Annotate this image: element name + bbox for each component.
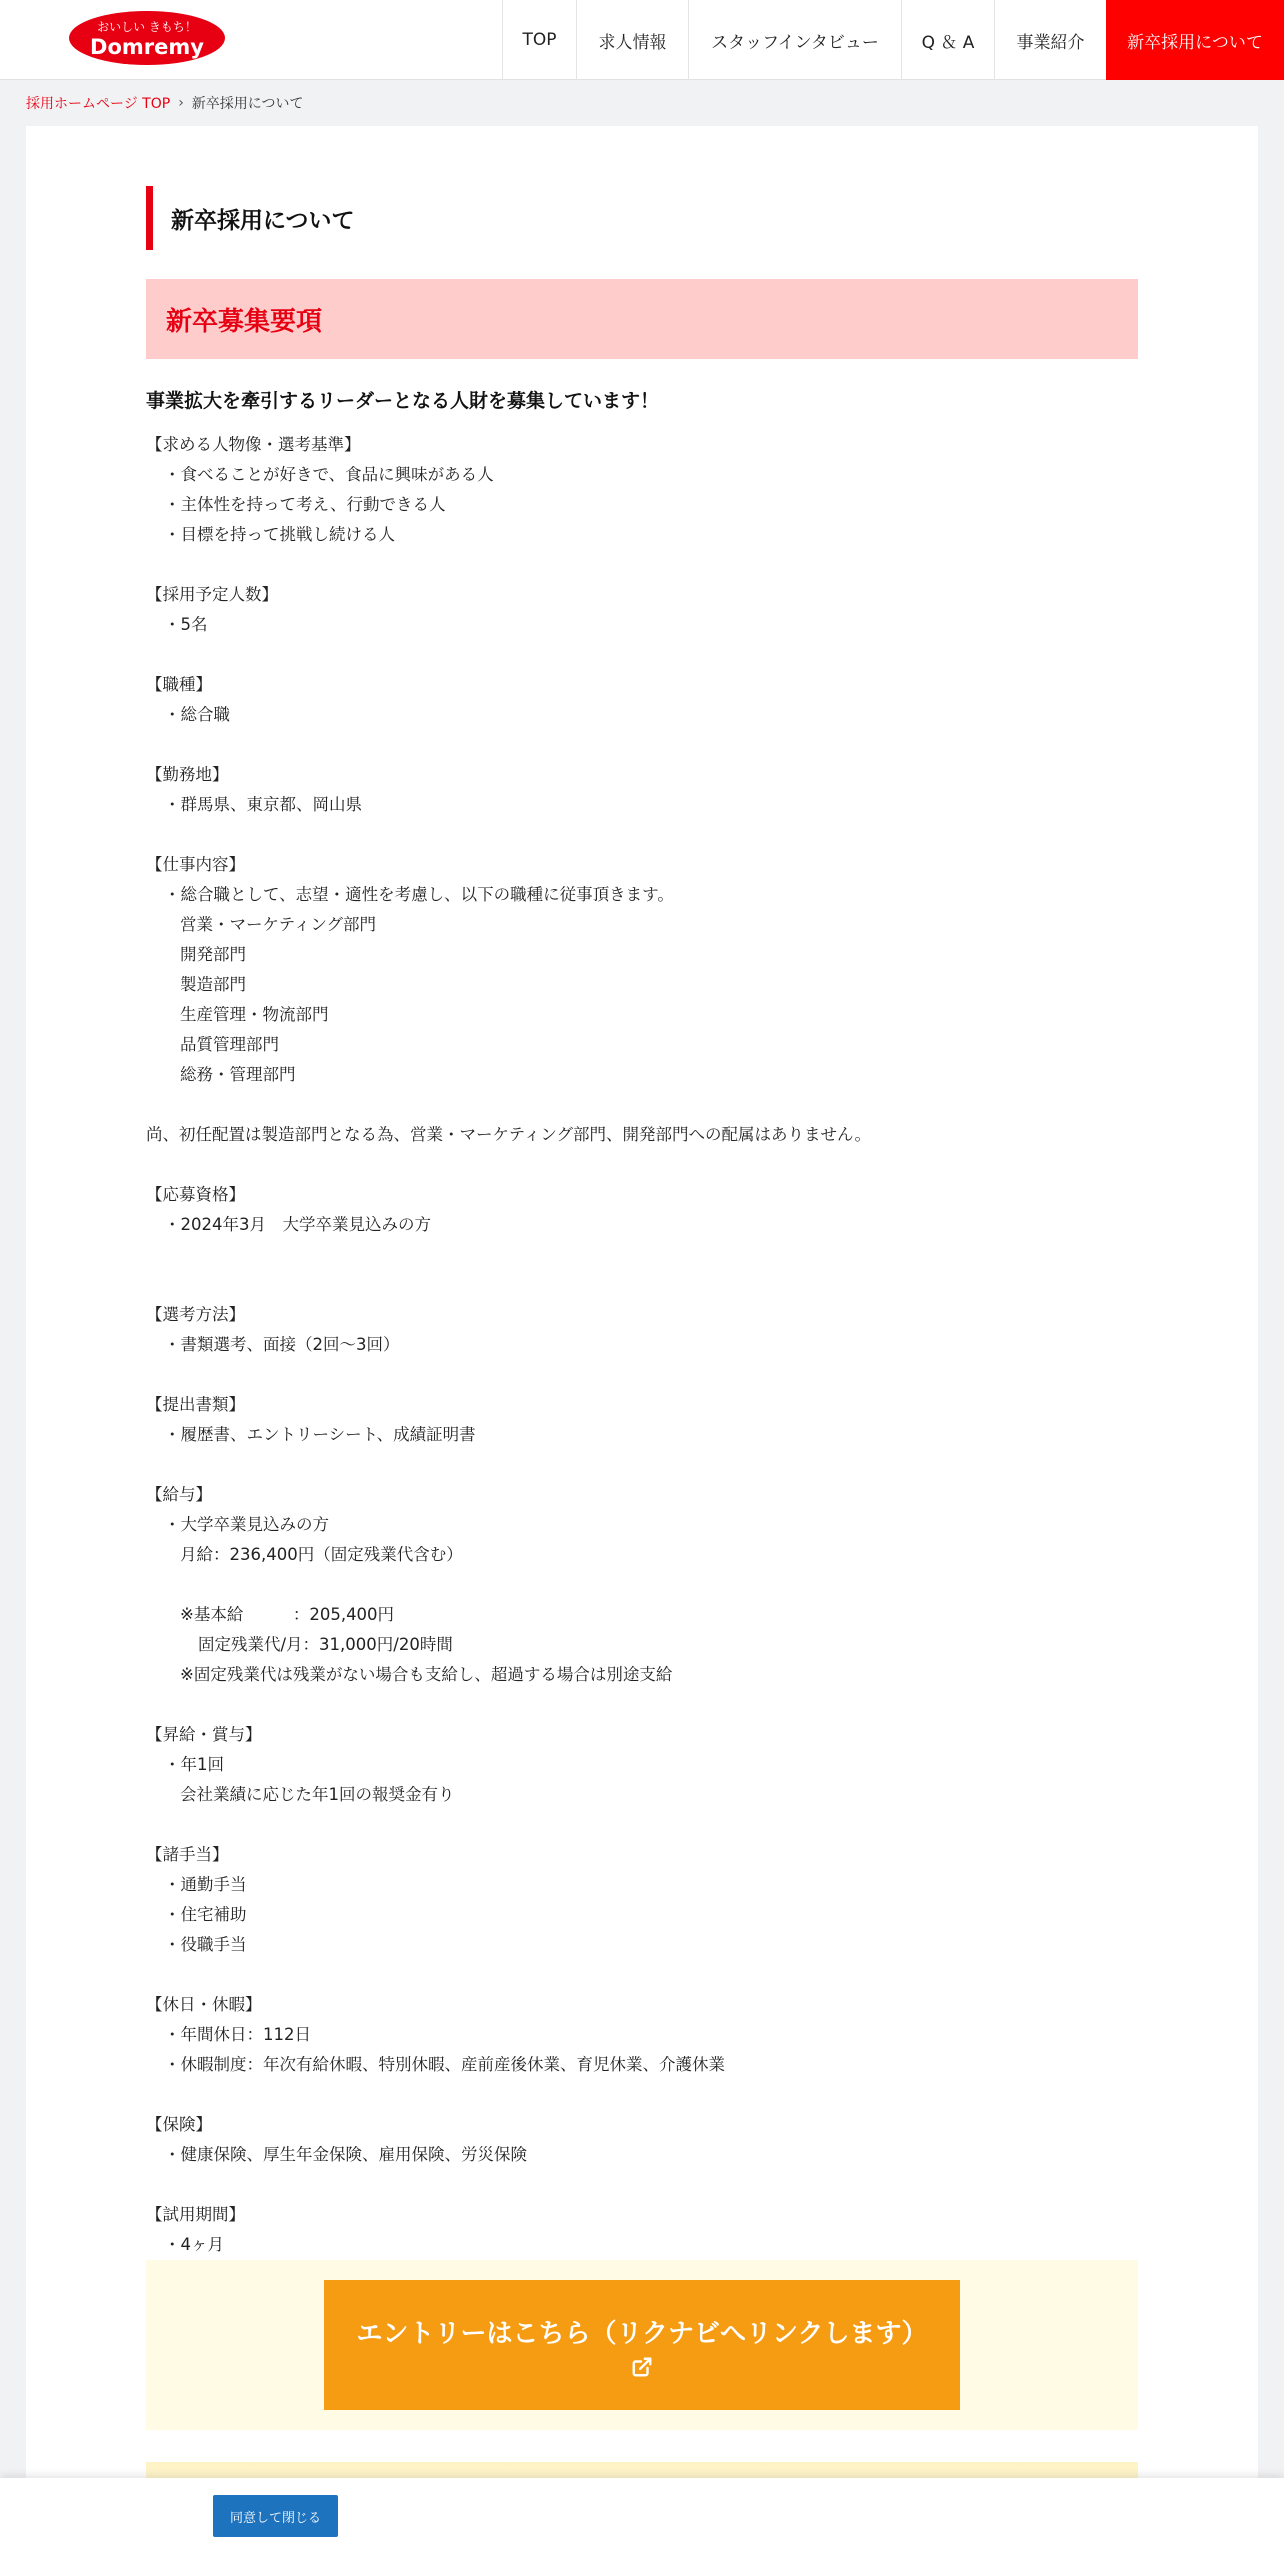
detail-heading: 【勤務地】 [146,765,229,784]
detail-line: ・2024年3月 大学卒業見込みの方 [164,1215,431,1234]
logo-tagline: おいしい きもち！ [97,20,197,34]
detail-line: ・主体性を持って考え、行動できる人 [164,495,446,514]
detail-heading: 【保険】 [146,2115,212,2134]
detail-line: ・大学卒業見込みの方 [164,1515,329,1534]
main-nav [502,0,1284,80]
breadcrumb-separator: › [178,95,184,111]
nav-item-new-graduate[interactable]: 新卒採用について [1106,0,1284,80]
detail-line: ※基本給 ：205,400円 [180,1605,395,1624]
detail-line: 会社業績に応じた年1回の報奨金有り [180,1785,455,1804]
page-title: 新卒採用について [146,186,355,250]
detail-line: ・食べることが好きで、食品に興味がある人 [164,465,494,484]
detail-line: ・総合職 [164,705,230,724]
detail-heading: 【採用予定人数】 [146,585,278,604]
spacer-line [146,550,1138,580]
nav-item-staff-interview[interactable]: スタッフインタビュー [688,0,901,80]
spacer-line [146,820,1138,850]
detail-line: ・住宅補助 [164,1905,247,1924]
spacer-line [146,1240,1138,1270]
detail-heading: 【求める人物像・選考基準】 [146,435,361,454]
detail-heading: 【給与】 [146,1485,212,1504]
detail-line: ・群馬県、東京都、岡山県 [164,795,362,814]
detail-heading: 【仕事内容】 [146,855,245,874]
spacer-line [146,2170,1138,2200]
detail-line: ・通勤手当 [164,1875,247,1894]
detail-heading: 【休日・休暇】 [146,1995,262,2014]
detail-line: 尚、初任配置は製造部門となる為、営業・マーケティング部門、開発部門への配属はありません。 [146,1125,872,1144]
detail-line: ・履歴書、エントリーシート、成績証明書 [164,1425,476,1444]
nav-item-jobs[interactable]: 求人情報 [576,0,688,80]
nav-item-top[interactable]: TOP [502,0,576,80]
detail-heading: 【職種】 [146,675,212,694]
entry-section [146,2260,1138,2430]
spacer-line [146,1810,1138,1840]
spacer-line [146,730,1138,760]
detail-line: ・休暇制度：年次有給休暇、特別休暇、産前産後休業、育児休業、介護休業 [164,2055,725,2074]
breadcrumb [26,93,304,113]
detail-heading: 【応募資格】 [146,1185,245,1204]
recruitment-details [146,430,1138,2260]
spacer-line [146,1450,1138,1480]
cookie-consent-bar [0,2478,1284,2568]
entry-button[interactable] [324,2280,960,2410]
external-link-icon [631,2356,653,2378]
detail-heading: 【提出書類】 [146,1395,245,1414]
cookie-agree-button[interactable]: 同意して閉じる [213,2495,338,2537]
detail-line: 開発部門 [180,945,246,964]
nav-item-qa[interactable]: Q ＆ A [901,0,994,80]
spacer-line [146,1270,1138,1300]
detail-heading: 【試用期間】 [146,2205,245,2224]
detail-line: ・書類選考、面接（2回～3回） [164,1335,400,1354]
spacer-line [146,1960,1138,1990]
detail-line: ・年間休日：112日 [164,2025,311,2044]
detail-line: ・5名 [164,615,208,634]
detail-line: ・総合職として、志望・適性を考慮し、以下の職種に従事頂きます。 [164,885,674,904]
spacer-line [146,1090,1138,1120]
detail-line: 製造部門 [180,975,246,994]
breadcrumb-home-link[interactable]: 採用ホームページ TOP [26,96,171,112]
section-heading: 新卒募集要項 [146,279,1138,359]
logo-brand: Domremy [90,35,204,59]
spacer-line [146,1690,1138,1720]
detail-line: 品質管理部門 [180,1035,279,1054]
detail-line: 固定残業代/月：31,000円/20時間 [198,1635,453,1654]
spacer-line [146,1150,1138,1180]
breadcrumb-current: 新卒採用について [191,96,304,112]
domremy-logo[interactable] [68,10,226,66]
site-header [0,0,1284,80]
detail-heading: 【昇給・賞与】 [146,1725,262,1744]
spacer-line [146,1570,1138,1600]
detail-line: ・4ヶ月 [164,2235,224,2254]
detail-line: ※固定残業代は残業がない場合も支給し、超過する場合は別途支給 [180,1665,673,1684]
detail-line: ・健康保険、厚生年金保険、雇用保険、労災保険 [164,2145,527,2164]
detail-line: 月給：236,400円（固定残業代含む） [180,1545,463,1564]
detail-line: 総務・管理部門 [180,1065,296,1084]
entry-button-label: エントリーはこちら（リクナビへリンクします） [356,2318,928,2349]
spacer-line [146,2080,1138,2110]
spacer-line [146,1360,1138,1390]
detail-heading: 【選考方法】 [146,1305,245,1324]
detail-line: ・年1回 [164,1755,224,1774]
detail-line: 営業・マーケティング部門 [180,915,377,934]
detail-line: 生産管理・物流部門 [180,1005,329,1024]
detail-line: ・役職手当 [164,1935,247,1954]
spacer-line [146,640,1138,670]
lead-text: 事業拡大を牽引するリーダーとなる人財を募集しています！ [146,390,660,412]
detail-line: ・目標を持って挑戦し続ける人 [164,525,395,544]
nav-item-business[interactable]: 事業紹介 [994,0,1106,80]
detail-heading: 【諸手当】 [146,1845,229,1864]
